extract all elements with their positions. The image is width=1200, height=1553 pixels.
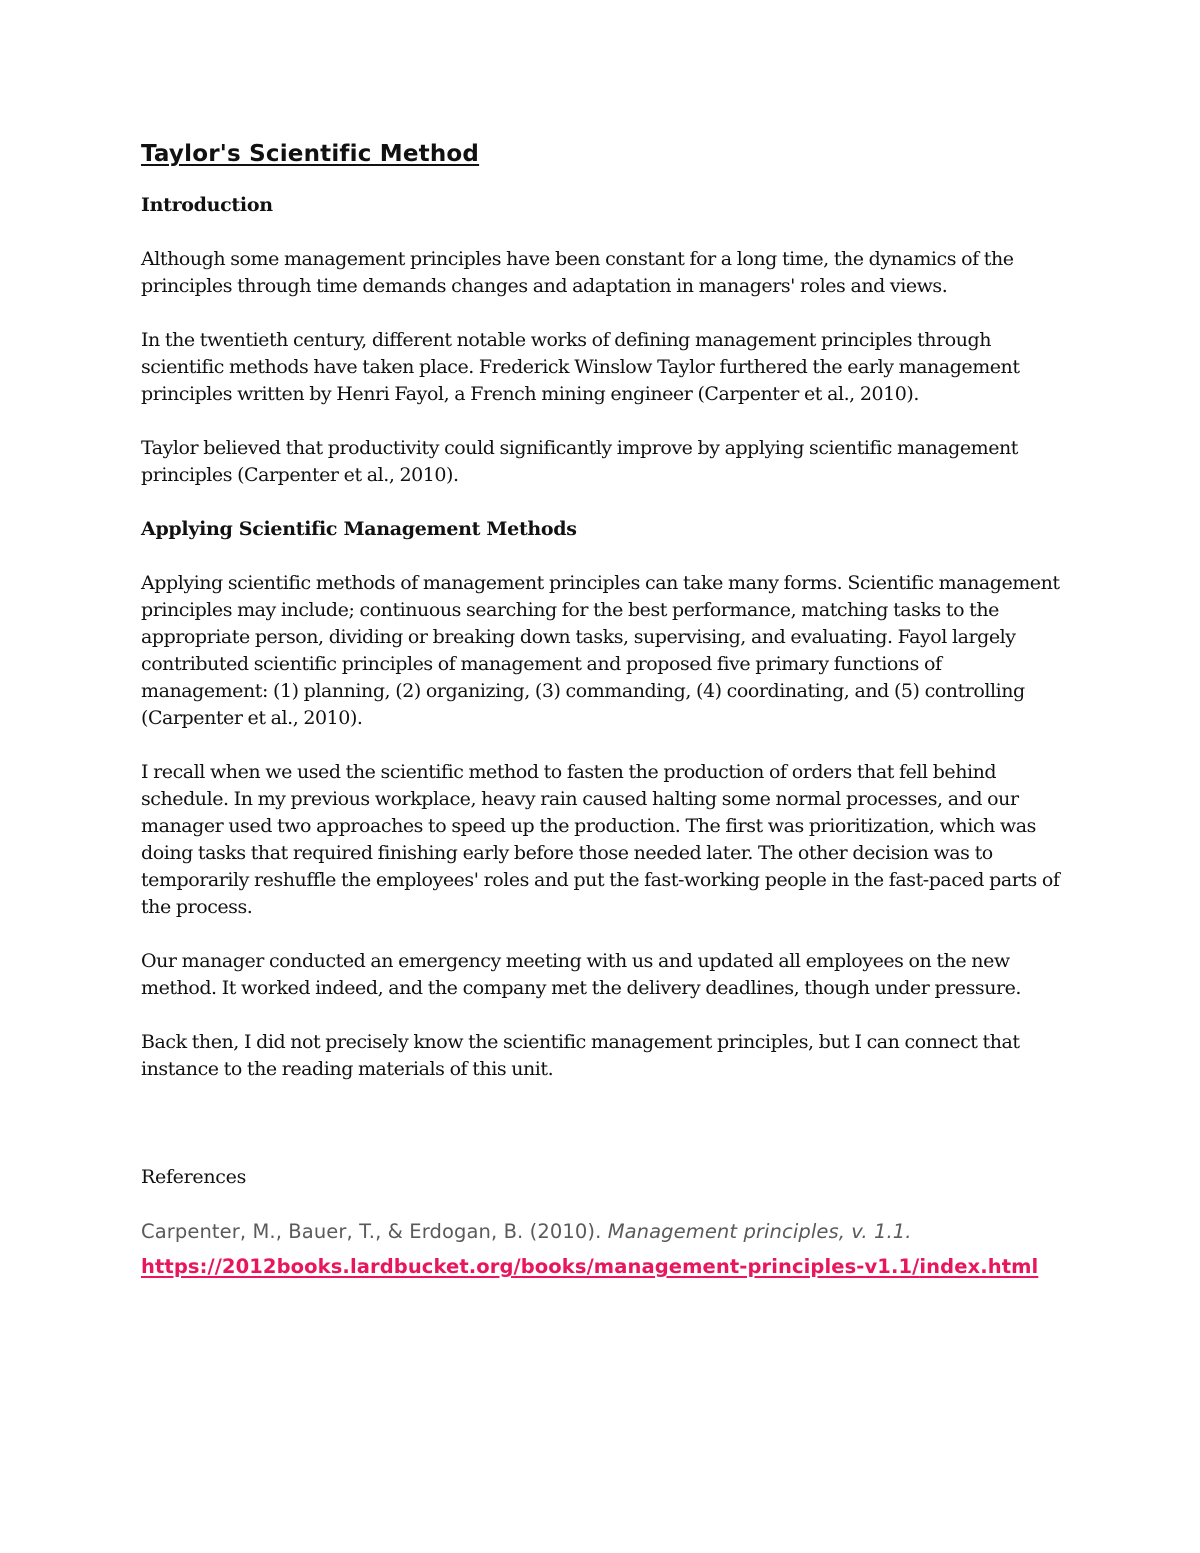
paragraph: I recall when we used the scientific method to fasten the production of orders that fell behind schedule. In my previous workplace, heavy rain caused halting some normal processes, and our manager used two approaches to speed up the production. The first was prioritization, which was doing tasks that required finishing early before those needed later. The other decision was to temporarily reshuffle the employees' roles and put the fast-working people in the fast-paced parts of the process. (141, 761, 1060, 918)
reference-authors: Carpenter, M., Bauer, T., & Erdogan, B. (2010). (141, 1220, 608, 1243)
paragraph: Our manager conducted an emergency meeting with us and updated all employees on the new method. It worked indeed, and the company met the delivery deadlines, though under pressure. (141, 950, 1021, 999)
document-body (141, 138, 1066, 1284)
reference-entry (141, 1214, 1066, 1284)
references-heading: References (141, 1166, 247, 1188)
paragraph: In the twentieth century, different notable works of defining management principles through scientific methods have taken place. Frederick Winslow Taylor furthered the early management principles written by Henri Fayol, a French mining engineer (Carpenter et al., 2010). (141, 329, 1020, 405)
paragraph: Taylor believed that productivity could significantly improve by applying scientific management principles (Carpenter et al., 2010). (141, 437, 1018, 486)
paragraph: Although some management principles have been constant for a long time, the dynamics of the principles through time demands changes and adaptation in managers' roles and views. (141, 248, 1014, 297)
reference-link[interactable]: https://2012books.lardbucket.org/books/management-principles-v1.1/index.html (141, 1255, 1039, 1278)
section-heading-applying-methods: Applying Scientific Management Methods (141, 518, 577, 540)
document-title: Taylor's Scientific Method (141, 141, 480, 167)
section-heading-introduction: Introduction (141, 194, 273, 216)
blank-space (141, 1110, 1066, 1164)
paragraph: Applying scientific methods of management principles can take many forms. Scientific management principles may include; continuous searching for the best performance, matching tasks to the appropriate person, dividing or breaking down tasks, supervising, and evaluating. Fayol largely contributed scientific principles of management and proposed five primary functions of management: (1) planning, (2) organizing, (3) commanding, (4) coordinating, and (5) controlling (Carpenter et al., 2010). (141, 572, 1060, 729)
paragraph: Back then, I did not precisely know the scientific management principles, but I can connect that instance to the reading materials of this unit. (141, 1031, 1020, 1080)
reference-work-title: Management principles, v. 1.1. (607, 1220, 912, 1243)
